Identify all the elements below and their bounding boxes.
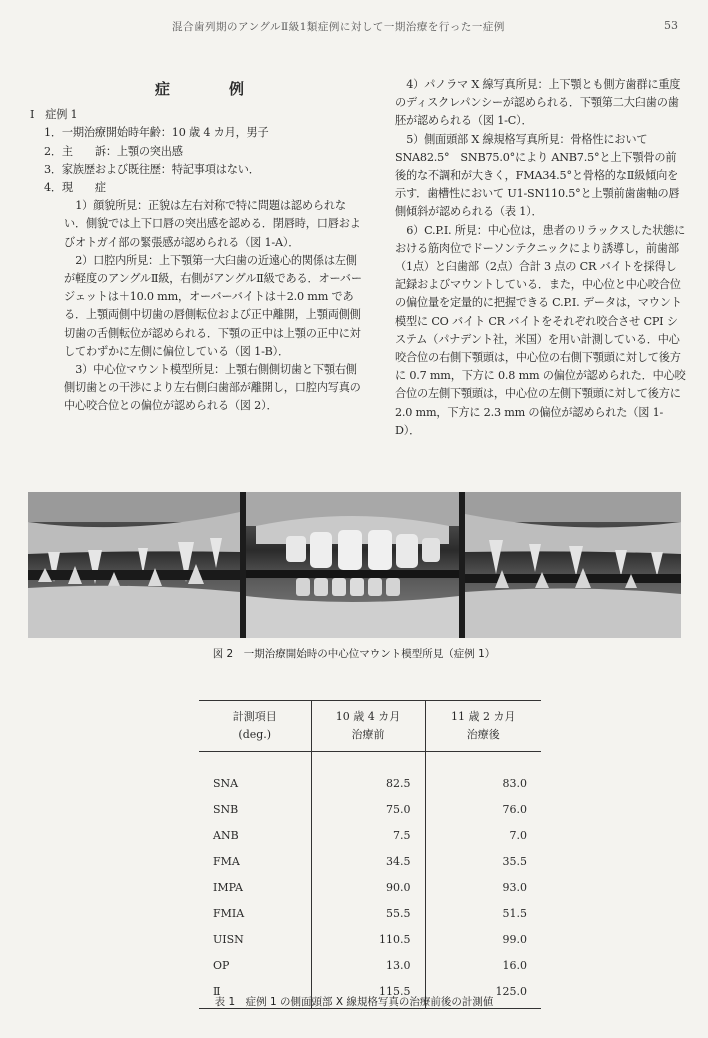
cell-item: IMPA bbox=[213, 880, 243, 894]
table-row bbox=[199, 848, 541, 874]
table-row bbox=[199, 926, 541, 952]
finding-paragraph: 4）パノラマ X 線写真所見：上下顎とも側方歯群に重度のディスクレパンシーが認められる．下顎第二大臼歯の歯胚が認められる（図 1-C）． bbox=[395, 78, 681, 128]
cell-before: 82.5 bbox=[311, 752, 425, 797]
finding-paragraph: 3）中心位マウント模型所見：上顎右側側切歯と下顎右側側切歯との干渉により左右側臼歯部が離開し，口腔内写真の中心咬合位との偏位が認められる（図 2）． bbox=[64, 363, 361, 413]
cell-after: 125.0 bbox=[425, 978, 541, 1009]
cell-before: 90.0 bbox=[311, 874, 425, 900]
right-column bbox=[395, 76, 687, 440]
cell-item: SNA bbox=[213, 776, 239, 790]
cell-item: FMA bbox=[213, 854, 240, 868]
page-number: 53 bbox=[664, 19, 678, 32]
cell-after: 93.0 bbox=[425, 874, 541, 900]
cell-after: 7.0 bbox=[425, 822, 541, 848]
table-row bbox=[199, 900, 541, 926]
finding-paragraph: 5）側面頭部 X 線規格写真所見：骨格性においてSNA82.5° SNB75.0°により ANB7.5°と上下顎骨の前後的な不調和が大きく，FMA34.5°と骨格的なⅡ級傾向を示す．歯槽性において U1-SN110.5°と上顎前歯歯軸の唇側傾斜が認められる（表 1）． bbox=[395, 132, 680, 219]
table-row bbox=[199, 796, 541, 822]
running-title: 混合歯列期のアングルⅡ級1類症例に対して一期治療を行った一症例 bbox=[172, 21, 505, 33]
table-row bbox=[199, 752, 541, 797]
cell-after: 51.5 bbox=[425, 900, 541, 926]
case-line: 1．一期治療開始時年齢：10 歳 4 カ月，男子 bbox=[44, 126, 269, 140]
finding-paragraph: 6）C.P.I. 所見：中心位は，患者のリラックスした状態における筋肉位でドーソンテクニックにより誘導し，前歯部（1点）と臼歯部（2点）合計 3 点の CR バイトを採得し記録およびマウントしている．また，中心位と中心咬合位の偏位量を定量的に把握できる C.P.I. データは，マウント模型に CO バイト CR バイトをそれぞれ咬合させ CPI システム（パナデント社，米国）を用い計測している．中心咬合位の右側下顎頭は，中心位の右側下顎頭に対して後方に 0.7 mm，下方に 0.8 mm の偏位が認められた．中心咬合位の左側下顎頭は，中心位の左側下顎頭に対して後方に 2.0 mm，下方に 2.3 mm の偏位が認められた（図 1-D）． bbox=[395, 223, 686, 437]
model-photo-front bbox=[246, 492, 459, 638]
finding-paragraph: 1）顔貌所見：正貌は左右対称で特に問題は認められない．側貌では上下口唇の突出感を認める．閉唇時，口唇およびオトガイ部の緊張感が認められる（図 1-A）． bbox=[64, 199, 361, 249]
cell-item: FMIA bbox=[213, 906, 245, 920]
model-photo-right bbox=[28, 492, 240, 638]
cell-before: 13.0 bbox=[311, 952, 425, 978]
cell-after: 83.0 bbox=[425, 752, 541, 797]
cell-after: 16.0 bbox=[425, 952, 541, 978]
cell-before: 55.5 bbox=[311, 900, 425, 926]
cell-item: ANB bbox=[213, 828, 239, 842]
case-line: 2．主 訴：上顎の突出感 bbox=[44, 144, 183, 158]
table-caption: 表 1 症例 1 の側面頭部 X 線規格写真の治療前後の計測値 bbox=[214, 996, 494, 1008]
header-item: 計測項目 (deg.) bbox=[199, 701, 311, 752]
cell-item: OP bbox=[213, 958, 230, 972]
figure-2-photographs bbox=[28, 492, 681, 638]
cell-before: 115.5 bbox=[311, 978, 425, 1009]
section-title: 症 例 bbox=[154, 80, 266, 98]
case-line: 4．現 症 bbox=[44, 181, 106, 195]
table-row bbox=[199, 952, 541, 978]
cell-before: 7.5 bbox=[311, 822, 425, 848]
cell-item: SNB bbox=[213, 802, 239, 816]
case-line: 3．家族歴および既往歴：特記事項はない． bbox=[44, 162, 260, 176]
header-before: 10 歳 4 カ月 治療前 bbox=[311, 701, 425, 752]
right-paragraphs bbox=[395, 76, 687, 440]
cell-after: 35.5 bbox=[425, 848, 541, 874]
cell-before: 34.5 bbox=[311, 848, 425, 874]
case-header-lines bbox=[30, 106, 365, 197]
cell-before: 75.0 bbox=[311, 796, 425, 822]
case-line: Ⅰ 症例 1 bbox=[30, 108, 78, 122]
table-row bbox=[199, 822, 541, 848]
left-paragraphs bbox=[30, 197, 365, 415]
model-photo-left bbox=[465, 492, 681, 638]
cell-item: Ⅱ bbox=[199, 978, 311, 1009]
left-column bbox=[30, 66, 365, 416]
cell-item: UISN bbox=[213, 932, 244, 946]
measurement-table bbox=[199, 700, 541, 1009]
header-after: 11 歳 2 カ月 治療後 bbox=[425, 701, 541, 752]
cell-after: 99.0 bbox=[425, 926, 541, 952]
figure-caption: 図 2 一期治療開始時の中心位マウント模型所見（症例 1） bbox=[212, 648, 496, 660]
cell-after: 76.0 bbox=[425, 796, 541, 822]
finding-paragraph: 2）口腔内所見：上下顎第一大臼歯の近遠心的関係は左側が軽度のアングルⅡ級，右側がアングルⅡ級である．オーバージェットは＋10.0 mm，オーバーバイトは＋2.0 mm である．上顎両側中切歯の唇側転位および正中離開，上顎両側側切歯の舌側転位が認められる．下顎の正中は上顎の正中に対してわずかに左側に偏位している（図 1-B）． bbox=[64, 253, 362, 358]
table-row bbox=[199, 874, 541, 900]
cell-before: 110.5 bbox=[311, 926, 425, 952]
